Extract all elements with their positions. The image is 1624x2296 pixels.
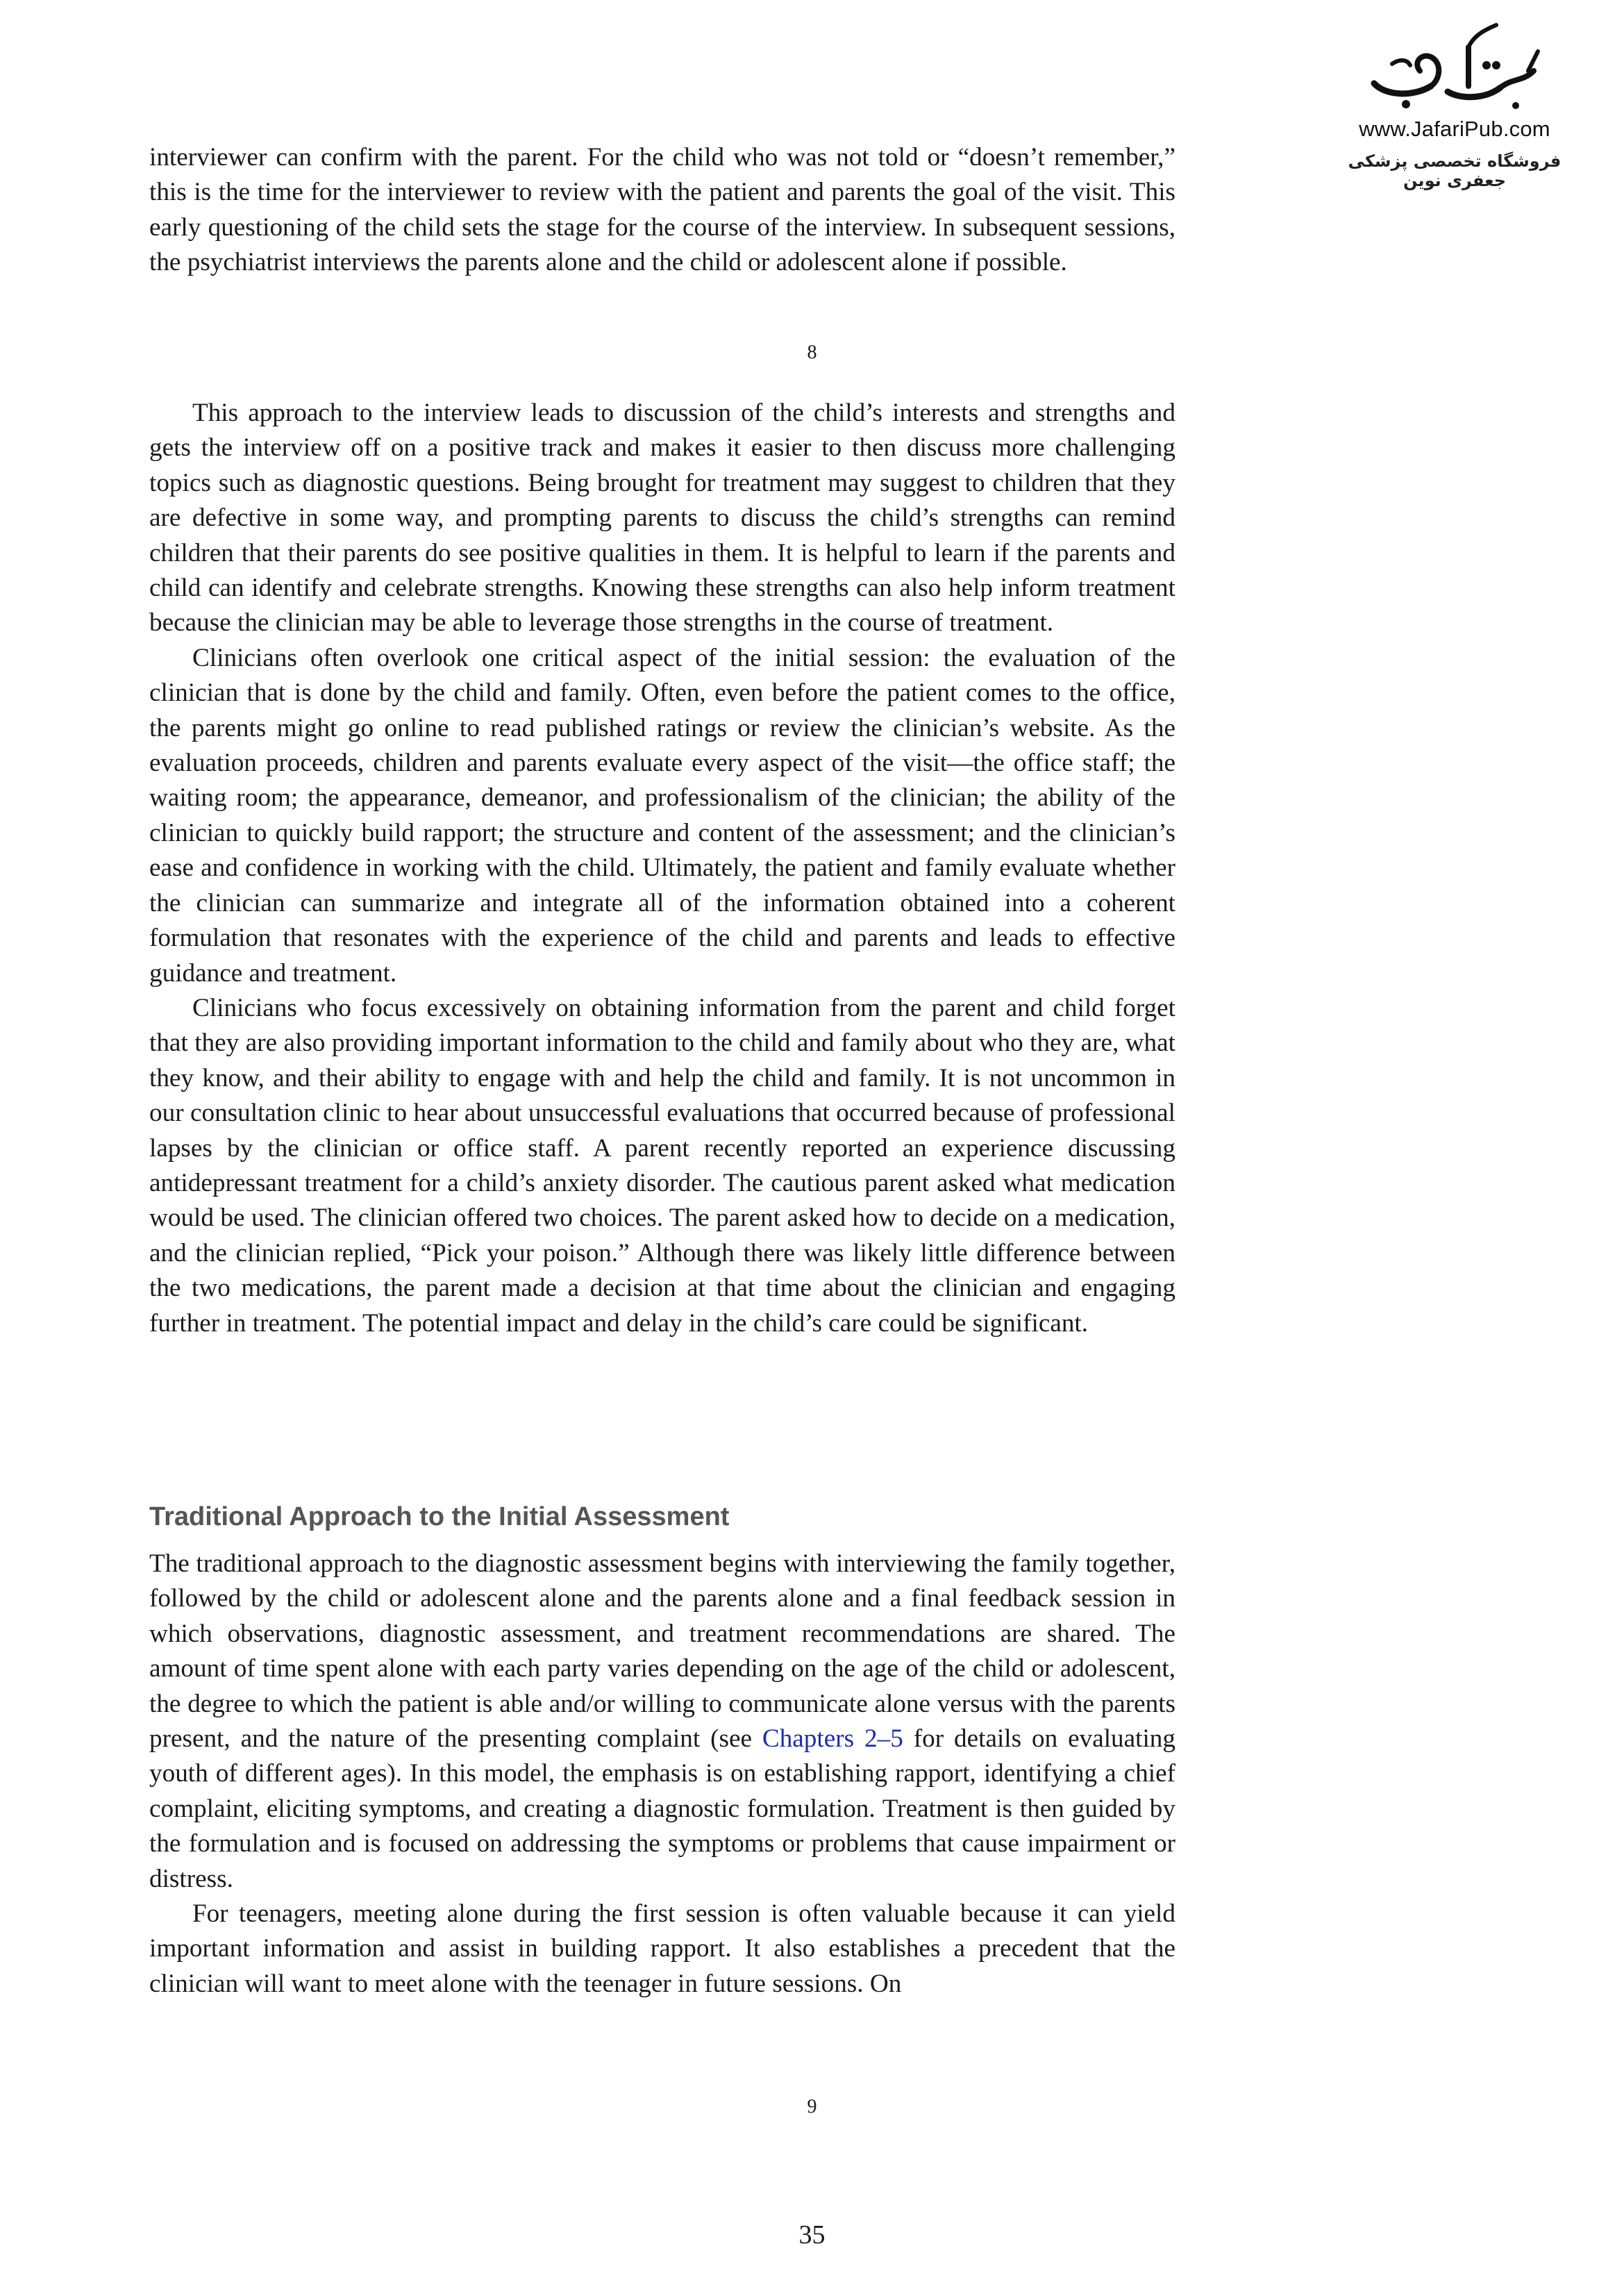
paragraph-traditional-approach [149, 1547, 1175, 1897]
source-page-marker: 9 [807, 2096, 817, 2118]
publisher-logo [1323, 19, 1587, 190]
paragraph-professional-lapses: Clinicians who focus excessively on obtaining information from the parent and child forget that they are also providing important information to the child and family about who they are, what they know, and their ability to engage with and help the child and family. It is not uncommon in our consultation clinic to hear about unsuccessful evaluations that occurred because of professional lapses by the clinician or office staff. A parent recently reported an experience discussing antidepressant treatment for a child’s anxiety disorder. The cautious parent asked what medication would be used. The clinician offered two choices. The parent asked how to decide on a medication, and the clinician replied, “Pick your poison.” Although there was likely little difference between the two medications, the parent made a decision at that time about the clinician and engaging further in treatment. The potential impact and delay in the child’s care could be significant. [149, 993, 1175, 1338]
text-run: The traditional approach to the diagnostic assessment begins with interviewing the family together, followed by the child or adolescent alone and the parents alone and a final feedback session in which observations, diagnostic assessment, and treatment recommendations are shared. The amount of time spent alone with each party varies depending on the age of the child or adolescent, the degree to which the patient is able and/or willing to communicate alone versus with the parents present, and the nature of the presenting complaint (see [149, 1549, 1175, 1754]
paragraph-clinician-evaluation: Clinicians often overlook one critical aspect of the initial session: the evaluation of the clinician that is done by the child and family. Often, even before the patient comes to the office, the parents might go online to read published ratings or review the clinician’s website. As the evaluation proceeds, children and parents evaluate every aspect of the visit—the office staff; the waiting room; the appearance, demeanor, and professionalism of the clinician; the ability of the clinician to quickly build rapport; the structure and content of the assessment; and the clinician’s ease and confidence in working with the child. Ultimately, the patient and family evaluate whether the clinician can summarize and integrate all of the information obtained into a coherent formulation that resonates with the experience of the child and parents and leads to effective guidance and treatment. [149, 643, 1175, 988]
calligraphy-logo-icon [1364, 19, 1545, 117]
page-number: 35 [798, 2220, 826, 2249]
source-page-marker: 8 [807, 342, 817, 363]
paragraph-strengths: This approach to the interview leads to discussion of the child’s interests and strengths and gets the interview off on a positive track and makes it easier to then discuss more challenging topics such as diagnostic questions. Being brought for treatment may suggest to children that they are defective in some way, and prompting parents to discuss the child’s strengths can remind children that their parents do see positive qualities in them. It is helpful to learn if the parents and child can identify and celebrate strengths. Knowing these strengths can also help inform treatment because the clinician may be able to leverage those strengths in the course of treatment. [149, 399, 1175, 638]
main-text-block [149, 396, 1175, 1341]
chapters-link[interactable]: Chapters 2–5 [762, 1724, 903, 1754]
logo-url: www.JafariPub.com [1359, 117, 1550, 141]
section-heading: Traditional Approach to the Initial Assessment [149, 1502, 730, 1531]
continuation-block [149, 140, 1175, 281]
paragraph-teenagers: For teenagers, meeting alone during the first session is often valuable because it can yield important information and assist in building rapport. It also establishes a precedent that the clinician will want to meet alone with the teenager in future sessions. On [149, 1899, 1175, 1998]
paragraph-continuation: interviewer can confirm with the parent. For the child who was not told or “doesn’t remember,” this is the time for the interviewer to review with the patient and parents the goal of the visit. This early questioning of the child sets the stage for the course of the interview. In subsequent sessions, the psychiatrist interviews the parents alone and the child or adolescent alone if possible. [149, 143, 1175, 277]
text-run: for details on evaluating youth of different ages). In this model, the emphasis is on establishing rapport, identifying a chief complaint, eliciting symptoms, and creating a diagnostic formulation. Treatment is then guided by the formulation and is focused on addressing the symptoms or problems that cause impairment or distress. [149, 1724, 1175, 1893]
section-text-block [149, 1547, 1175, 2002]
logo-subtitle: فروشگاه تخصصی پزشکی جعفری نوین [1348, 151, 1562, 190]
